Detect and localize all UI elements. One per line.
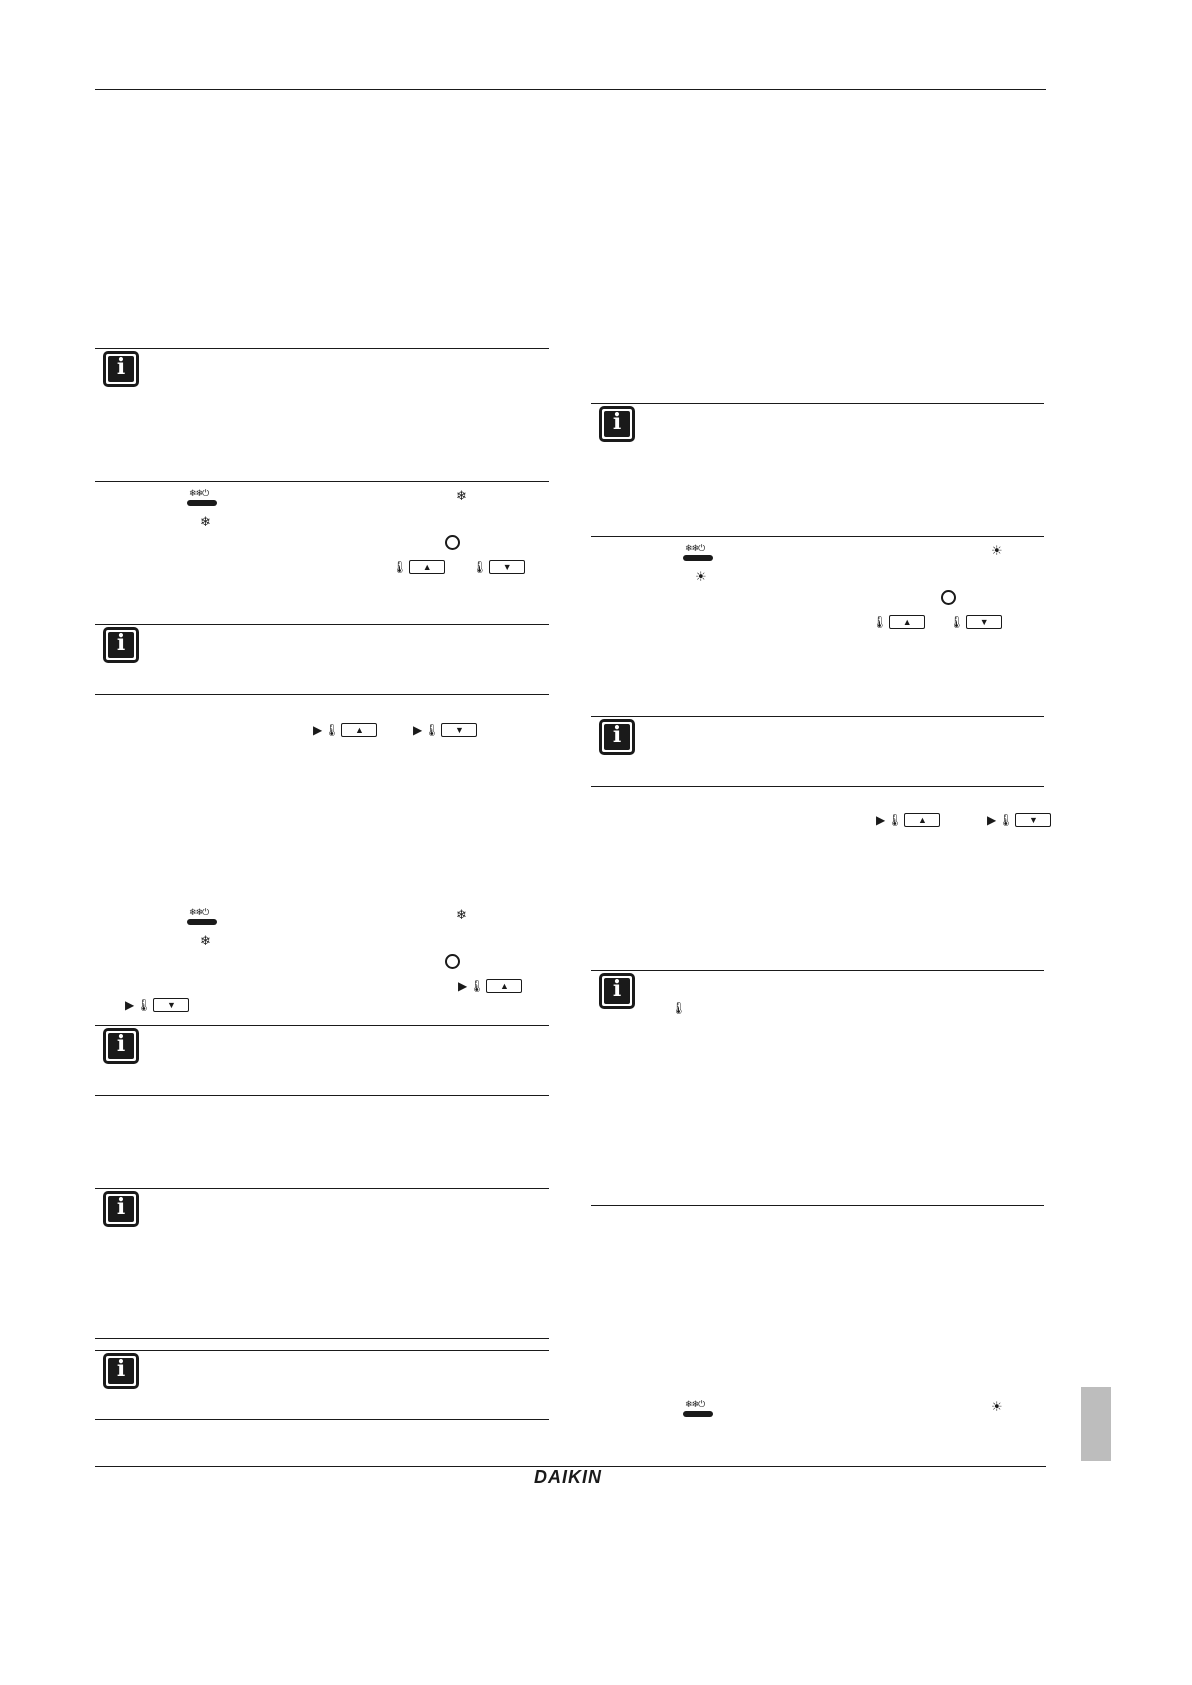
info-icon: i — [103, 627, 139, 663]
thermometer-icon: 🌡 — [671, 1001, 687, 1015]
up-arrow-key-icon: ▲ — [341, 723, 377, 737]
fan-direction-icon: ▶ — [458, 979, 468, 993]
note-rule-bottom — [591, 1205, 1044, 1206]
sun-icon: ☀ — [695, 570, 707, 585]
note-rule-top — [591, 970, 1044, 971]
fan-direction-icon: ▶ — [125, 998, 135, 1012]
temperature-down-key — [949, 615, 1002, 629]
thermometer-icon: 🌡 — [998, 813, 1014, 827]
up-arrow-key-icon: ▲ — [904, 813, 940, 827]
circle-icon — [445, 954, 460, 969]
note-rule-top — [95, 1025, 549, 1026]
note-rule-top — [95, 1188, 549, 1189]
thermometer-icon: 🌡 — [887, 813, 903, 827]
info-icon: i — [103, 1028, 139, 1064]
down-arrow-key-icon: ▼ — [153, 998, 189, 1012]
up-arrow-key-icon: ▲ — [486, 979, 522, 993]
down-arrow-key-icon: ▼ — [966, 615, 1002, 629]
mode-button-icon: ❄❄⏻ — [683, 1401, 713, 1419]
note-rule-bottom — [591, 786, 1044, 787]
note-rule-top — [95, 348, 549, 349]
thermometer-icon: 🌡 — [324, 723, 340, 737]
note-rule-bottom — [95, 481, 549, 482]
note-rule-bottom — [95, 694, 549, 695]
note-rule-bottom — [591, 536, 1044, 537]
note-rule-top — [591, 716, 1044, 717]
note-rule-bottom — [95, 1419, 549, 1420]
fan-direction-icon: ▶ — [413, 723, 423, 737]
circle-icon — [941, 590, 956, 605]
mode-button-icon: ❄❄⏻ — [683, 545, 713, 563]
snowflake-icon: ❄ — [200, 934, 211, 949]
fan-direction-up-key — [313, 723, 377, 737]
thermometer-icon: 🌡 — [136, 998, 152, 1012]
header-rule — [95, 89, 1046, 90]
fan-direction-up-key — [876, 813, 940, 827]
down-arrow-key-icon: ▼ — [1015, 813, 1051, 827]
snowflake-icon: ❄ — [456, 489, 467, 504]
thermometer-icon: 🌡 — [949, 615, 965, 629]
note-rule-top — [95, 1350, 549, 1351]
snowflake-icon: ❄ — [200, 515, 211, 530]
temperature-up-key — [392, 560, 445, 574]
down-arrow-key-icon: ▼ — [489, 560, 525, 574]
thermometer-icon: 🌡 — [472, 560, 488, 574]
temperature-down-key — [472, 560, 525, 574]
info-icon: i — [103, 351, 139, 387]
thermometer-icon: 🌡 — [424, 723, 440, 737]
thermometer-icon: 🌡 — [392, 560, 408, 574]
sun-icon: ☀ — [991, 544, 1003, 559]
info-icon: i — [599, 406, 635, 442]
daikin-logo: DAIKIN — [534, 1467, 602, 1487]
thermometer-icon: 🌡 — [872, 615, 888, 629]
mode-button-icon: ❄❄⏻ — [187, 490, 217, 508]
sun-icon: ☀ — [991, 1400, 1003, 1415]
info-icon: i — [599, 719, 635, 755]
fan-direction-down-key — [413, 723, 477, 737]
up-arrow-key-icon: ▲ — [889, 615, 925, 629]
mode-button-icon: ❄❄⏻ — [187, 909, 217, 927]
info-icon: i — [103, 1353, 139, 1389]
up-arrow-key-icon: ▲ — [409, 560, 445, 574]
fan-direction-down-key — [125, 998, 189, 1012]
note-rule-bottom — [95, 1095, 549, 1096]
fan-direction-icon: ▶ — [313, 723, 323, 737]
fan-direction-up-key — [458, 979, 522, 993]
note-rule-bottom — [95, 1338, 549, 1339]
fan-direction-icon: ▶ — [987, 813, 997, 827]
down-arrow-key-icon: ▼ — [441, 723, 477, 737]
temperature-up-key — [872, 615, 925, 629]
note-rule-top — [591, 403, 1044, 404]
info-icon: i — [103, 1191, 139, 1227]
chapter-tab — [1081, 1387, 1111, 1461]
note-rule-top — [95, 624, 549, 625]
fan-direction-icon: ▶ — [876, 813, 886, 827]
circle-icon — [445, 535, 460, 550]
info-icon: i — [599, 973, 635, 1009]
thermometer-icon: 🌡 — [469, 979, 485, 993]
snowflake-icon: ❄ — [456, 908, 467, 923]
fan-direction-down-key — [987, 813, 1051, 827]
